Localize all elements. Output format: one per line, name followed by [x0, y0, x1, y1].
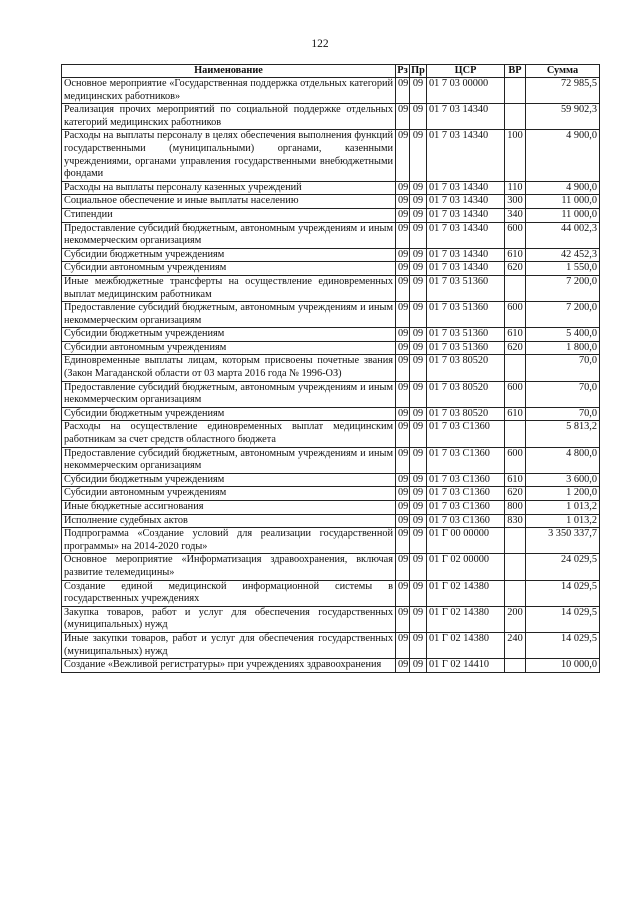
table-row: [62, 554, 600, 580]
row-vr: [505, 421, 526, 447]
row-pr: 09: [410, 447, 427, 473]
column-header-pr: Пр: [411, 65, 425, 76]
row-sum: 10 000,0: [526, 659, 600, 673]
page-number: 122: [311, 38, 329, 50]
table-row: [62, 248, 600, 262]
row-rz: 09: [396, 328, 410, 342]
row-rz: 09: [396, 421, 410, 447]
row-name: Расходы на выплаты персоналу в целях обеспечения выполнения функций государственными (муниципальными) органами, казенными учреждениями, органами управления государственными внебюджетными фондами: [62, 130, 396, 181]
row-pr: 09: [410, 580, 427, 606]
row-pr: 09: [410, 501, 427, 515]
row-csr: 01 7 03 14340: [427, 195, 505, 209]
row-rz: 09: [396, 341, 410, 355]
column-header-csr: ЦСР: [427, 65, 505, 78]
table-row: [62, 341, 600, 355]
row-sum: 1 800,0: [526, 341, 600, 355]
row-csr: 01 Г 02 14410: [427, 659, 505, 673]
row-sum: 11 000,0: [526, 195, 600, 209]
row-name: Создание «Вежливой регистратуры» при учреждениях здравоохранения: [62, 659, 396, 673]
row-pr: 09: [410, 181, 427, 195]
row-csr: 01 7 03 80520: [427, 381, 505, 407]
table-row: [62, 514, 600, 528]
budget-table: [61, 64, 600, 673]
row-rz: 09: [396, 659, 410, 673]
row-name: Субсидии бюджетным учреждениям: [62, 473, 396, 487]
table-row: [62, 606, 600, 632]
row-sum: 5 813,2: [526, 421, 600, 447]
table-row: [62, 222, 600, 248]
row-rz: 09: [396, 407, 410, 421]
row-name: Субсидии бюджетным учреждениям: [62, 328, 396, 342]
row-sum: 7 200,0: [526, 275, 600, 301]
table-body: [62, 78, 600, 673]
row-pr: 09: [410, 381, 427, 407]
row-vr: 240: [505, 632, 526, 658]
column-header-rz: Рз: [397, 65, 408, 76]
table-row: [62, 355, 600, 381]
row-vr: [505, 554, 526, 580]
table-row: [62, 473, 600, 487]
row-rz: 09: [396, 473, 410, 487]
row-pr: 09: [410, 632, 427, 658]
row-name: Иные бюджетные ассигнования: [62, 501, 396, 515]
row-rz: 09: [396, 222, 410, 248]
table-row: [62, 262, 600, 276]
table-row: [62, 381, 600, 407]
row-csr: 01 7 03 51360: [427, 341, 505, 355]
row-name: Расходы на осуществление единовременных выплат медицинским работникам за счет средств областного бюджета: [62, 421, 396, 447]
row-sum: 11 000,0: [526, 208, 600, 222]
row-sum: 4 800,0: [526, 447, 600, 473]
row-csr: 01 Г 02 14380: [427, 632, 505, 658]
row-sum: 72 985,5: [526, 78, 600, 104]
row-rz: 09: [396, 487, 410, 501]
row-name: Субсидии автономным учреждениям: [62, 262, 396, 276]
row-vr: [505, 659, 526, 673]
row-csr: 01 7 03 51360: [427, 275, 505, 301]
row-vr: [505, 275, 526, 301]
row-csr: 01 Г 00 00000: [427, 528, 505, 554]
row-pr: 09: [410, 554, 427, 580]
table-row: [62, 487, 600, 501]
row-csr: 01 7 03 51360: [427, 328, 505, 342]
row-sum: 14 029,5: [526, 632, 600, 658]
row-name: Основное мероприятие «Информатизация здравоохранения, включая развитие телемедицины»: [62, 554, 396, 580]
row-pr: 09: [410, 248, 427, 262]
row-csr: 01 7 03 00000: [427, 78, 505, 104]
row-name: Субсидии бюджетным учреждениям: [62, 407, 396, 421]
row-sum: 44 002,3: [526, 222, 600, 248]
row-pr: 09: [410, 104, 427, 130]
row-pr: 09: [410, 275, 427, 301]
row-rz: 09: [396, 528, 410, 554]
row-vr: 800: [505, 501, 526, 515]
row-rz: 09: [396, 514, 410, 528]
row-sum: 1 200,0: [526, 487, 600, 501]
row-pr: 09: [410, 302, 427, 328]
row-name: Предоставление субсидий бюджетным, автономным учреждениям и иным некоммерческим организациям: [62, 447, 396, 473]
row-pr: 09: [410, 421, 427, 447]
row-rz: 09: [396, 181, 410, 195]
row-pr: 09: [410, 262, 427, 276]
row-sum: 70,0: [526, 381, 600, 407]
row-rz: 09: [396, 104, 410, 130]
row-rz: 09: [396, 606, 410, 632]
row-vr: 340: [505, 208, 526, 222]
row-pr: 09: [410, 328, 427, 342]
row-sum: 5 400,0: [526, 328, 600, 342]
row-vr: 200: [505, 606, 526, 632]
row-name: Иные межбюджетные трансферты на осуществление единовременных выплат медицинским работникам: [62, 275, 396, 301]
table-header-row: [62, 65, 600, 78]
row-pr: 09: [410, 514, 427, 528]
column-header-vr: ВР: [505, 65, 526, 78]
row-rz: 09: [396, 195, 410, 209]
row-rz: 09: [396, 248, 410, 262]
row-pr: 09: [410, 195, 427, 209]
row-pr: 09: [410, 222, 427, 248]
table-row: [62, 181, 600, 195]
table-row: [62, 501, 600, 515]
row-vr: 600: [505, 447, 526, 473]
row-sum: 4 900,0: [526, 130, 600, 181]
row-vr: 620: [505, 262, 526, 276]
row-vr: [505, 104, 526, 130]
row-pr: 09: [410, 473, 427, 487]
row-vr: [505, 78, 526, 104]
row-vr: 830: [505, 514, 526, 528]
row-rz: 09: [396, 447, 410, 473]
row-vr: [505, 528, 526, 554]
row-vr: 600: [505, 222, 526, 248]
table-row: [62, 528, 600, 554]
row-name: Основное мероприятие «Государственная поддержка отдельных категорий медицинских работников»: [62, 78, 396, 104]
table-row: [62, 104, 600, 130]
row-rz: 09: [396, 78, 410, 104]
row-vr: 620: [505, 487, 526, 501]
row-name: Единовременные выплаты лицам, которым присвоены почетные звания (Закон Магаданской области от 03 марта 2016 года № 1996-ОЗ): [62, 355, 396, 381]
row-pr: 09: [410, 407, 427, 421]
row-vr: 610: [505, 473, 526, 487]
table-row: [62, 302, 600, 328]
row-name: Предоставление субсидий бюджетным, автономным учреждениям и иным некоммерческим организациям: [62, 381, 396, 407]
row-sum: 3 600,0: [526, 473, 600, 487]
row-csr: 01 7 03 14340: [427, 222, 505, 248]
row-csr: 01 7 03 14340: [427, 130, 505, 181]
row-csr: 01 7 03 14340: [427, 262, 505, 276]
row-vr: 600: [505, 381, 526, 407]
column-header-sum: Сумма: [526, 65, 600, 78]
row-vr: 100: [505, 130, 526, 181]
row-sum: 59 902,3: [526, 104, 600, 130]
row-name: Субсидии автономным учреждениям: [62, 487, 396, 501]
row-rz: 09: [396, 130, 410, 181]
row-vr: 610: [505, 328, 526, 342]
row-rz: 09: [396, 554, 410, 580]
table-row: [62, 407, 600, 421]
row-csr: 01 7 03 80520: [427, 355, 505, 381]
row-sum: 42 452,3: [526, 248, 600, 262]
row-sum: 14 029,5: [526, 580, 600, 606]
row-rz: 09: [396, 208, 410, 222]
row-rz: 09: [396, 632, 410, 658]
row-csr: 01 7 03 С1360: [427, 487, 505, 501]
table-row: [62, 78, 600, 104]
row-csr: 01 7 03 80520: [427, 407, 505, 421]
row-sum: 70,0: [526, 355, 600, 381]
row-sum: 70,0: [526, 407, 600, 421]
row-sum: 24 029,5: [526, 554, 600, 580]
row-csr: 01 7 03 С1360: [427, 501, 505, 515]
table-row: [62, 195, 600, 209]
row-pr: 09: [410, 659, 427, 673]
table-row: [62, 328, 600, 342]
row-pr: 09: [410, 208, 427, 222]
row-pr: 09: [410, 528, 427, 554]
row-name: Исполнение судебных актов: [62, 514, 396, 528]
table-row: [62, 659, 600, 673]
row-name: Стипендии: [62, 208, 396, 222]
row-name: Реализация прочих мероприятий по социальной поддержке отдельных категорий медицинских работников: [62, 104, 396, 130]
row-csr: 01 Г 02 14380: [427, 580, 505, 606]
row-name: Субсидии автономным учреждениям: [62, 341, 396, 355]
row-pr: 09: [410, 341, 427, 355]
table-row: [62, 447, 600, 473]
row-name: Закупка товаров, работ и услуг для обеспечения государственных (муниципальных) нужд: [62, 606, 396, 632]
row-vr: 610: [505, 248, 526, 262]
row-sum: 1 013,2: [526, 514, 600, 528]
table-row: [62, 580, 600, 606]
row-sum: 1 013,2: [526, 501, 600, 515]
row-sum: 7 200,0: [526, 302, 600, 328]
table-row: [62, 208, 600, 222]
row-csr: 01 7 03 С1360: [427, 447, 505, 473]
row-rz: 09: [396, 580, 410, 606]
row-csr: 01 7 03 С1360: [427, 514, 505, 528]
row-name: Предоставление субсидий бюджетным, автономным учреждениям и иным некоммерческим организациям: [62, 302, 396, 328]
table-row: [62, 421, 600, 447]
row-rz: 09: [396, 501, 410, 515]
row-sum: 3 350 337,7: [526, 528, 600, 554]
row-name: Предоставление субсидий бюджетным, автономным учреждениям и иным некоммерческим организациям: [62, 222, 396, 248]
row-csr: 01 7 03 14340: [427, 181, 505, 195]
row-csr: 01 7 03 14340: [427, 248, 505, 262]
row-vr: 110: [505, 181, 526, 195]
row-rz: 09: [396, 302, 410, 328]
row-vr: 610: [505, 407, 526, 421]
row-name: Социальное обеспечение и иные выплаты населению: [62, 195, 396, 209]
row-rz: 09: [396, 275, 410, 301]
row-csr: 01 Г 02 14380: [427, 606, 505, 632]
row-csr: 01 7 03 51360: [427, 302, 505, 328]
row-pr: 09: [410, 130, 427, 181]
row-name: Расходы на выплаты персоналу казенных учреждений: [62, 181, 396, 195]
row-vr: 300: [505, 195, 526, 209]
row-csr: 01 7 03 С1360: [427, 473, 505, 487]
row-csr: 01 7 03 14340: [427, 208, 505, 222]
row-pr: 09: [410, 355, 427, 381]
row-rz: 09: [396, 381, 410, 407]
table-row: [62, 130, 600, 181]
row-pr: 09: [410, 487, 427, 501]
column-header-name: Наименование: [62, 65, 396, 78]
row-vr: [505, 580, 526, 606]
row-pr: 09: [410, 78, 427, 104]
row-pr: 09: [410, 606, 427, 632]
row-csr: 01 Г 02 00000: [427, 554, 505, 580]
row-vr: [505, 355, 526, 381]
row-name: Подпрограмма «Создание условий для реализации государственной программы» на 2014-2020 годы»: [62, 528, 396, 554]
row-sum: 14 029,5: [526, 606, 600, 632]
row-name: Субсидии бюджетным учреждениям: [62, 248, 396, 262]
row-rz: 09: [396, 355, 410, 381]
table-row: [62, 632, 600, 658]
row-name: Создание единой медицинской информационной системы в государственных учреждениях: [62, 580, 396, 606]
row-vr: 620: [505, 341, 526, 355]
row-name: Иные закупки товаров, работ и услуг для обеспечения государственных (муниципальных) нужд: [62, 632, 396, 658]
row-sum: 1 550,0: [526, 262, 600, 276]
row-sum: 4 900,0: [526, 181, 600, 195]
table-row: [62, 275, 600, 301]
row-rz: 09: [396, 262, 410, 276]
row-csr: 01 7 03 С1360: [427, 421, 505, 447]
row-vr: 600: [505, 302, 526, 328]
row-csr: 01 7 03 14340: [427, 104, 505, 130]
